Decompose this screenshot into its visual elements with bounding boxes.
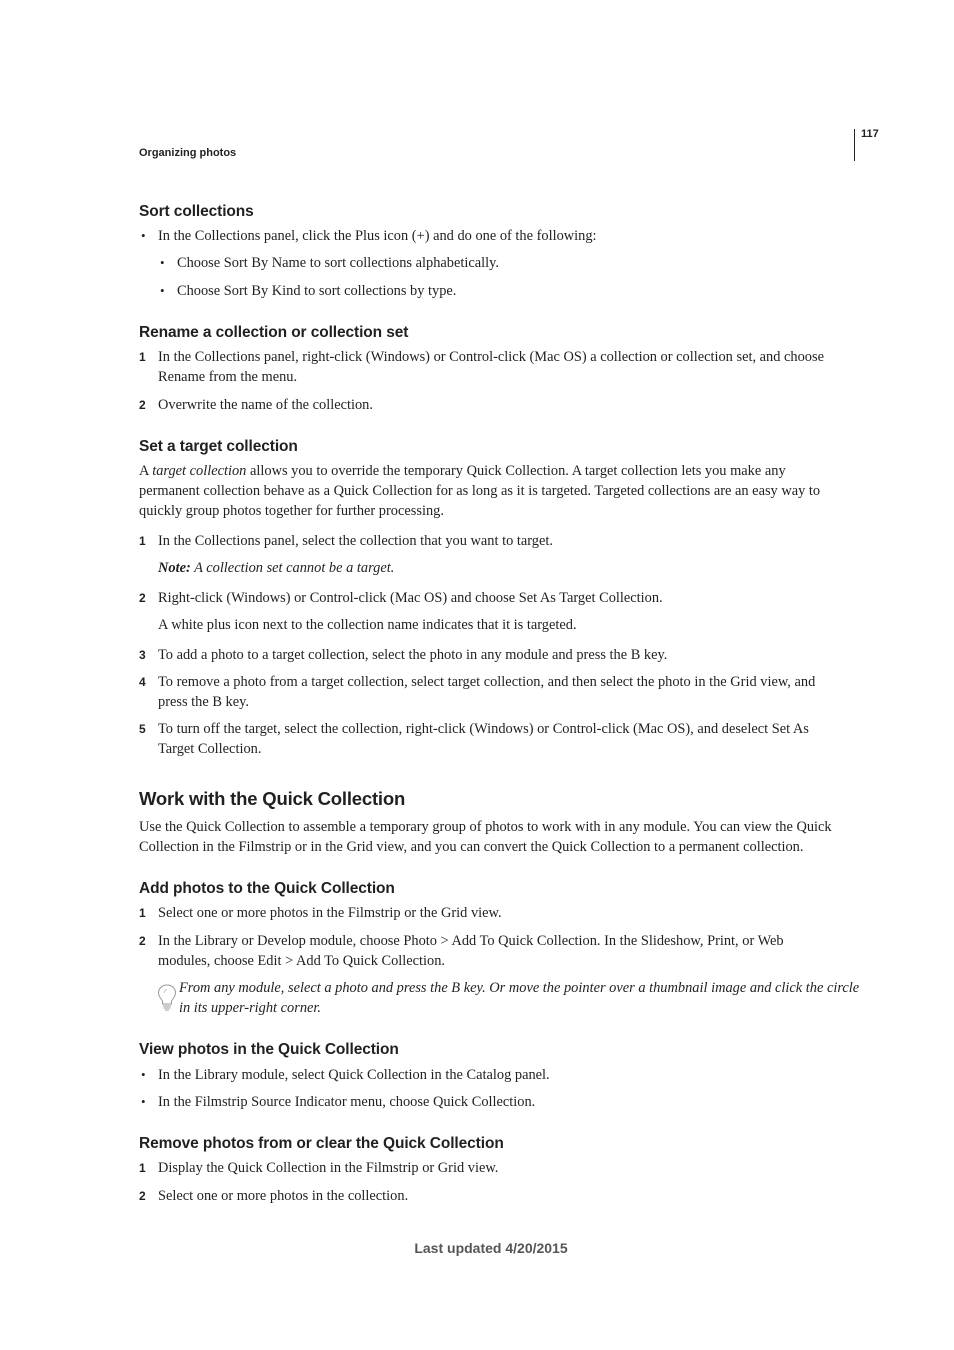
add-step-1: Select one or more photos in the Filmstrip or the Grid view. xyxy=(158,905,502,921)
remove-step-2: Select one or more photos in the collection. xyxy=(158,1188,409,1204)
tip-line-1: From any module, select a photo and press the B key. Or move the pointer over a thumbnail image and click the circle xyxy=(179,980,860,996)
running-header: Organizing photos xyxy=(139,147,237,159)
sort-bullet-text: In the Collections panel, click the Plus icon (+) and do one of the following: xyxy=(158,228,597,244)
bullet-marker: • xyxy=(141,1067,146,1082)
page-number: 117 xyxy=(861,128,879,140)
remove-step-1: Display the Quick Collection in the Filmstrip or Grid view. xyxy=(158,1160,499,1176)
header-rule xyxy=(854,129,855,161)
heading-target-collection: Set a target collection xyxy=(139,438,298,455)
step-number: 2 xyxy=(139,591,146,605)
heading-sort-collections: Sort collections xyxy=(139,203,254,220)
target-step-4-line-2: press the B key. xyxy=(158,694,249,710)
rename-step-1-line-1: In the Collections panel, right-click (Windows) or Control-click (Mac OS) a collection or collection set, and choose xyxy=(158,349,824,365)
target-step-4-line-1: To remove a photo from a target collection, select target collection, and then select the photo in the Grid view, and xyxy=(158,674,816,690)
step-number: 5 xyxy=(139,722,146,736)
quick-intro-line-2: Collection in the Filmstrip or in the Grid view, and you can convert the Quick Collection to a permanent collection. xyxy=(139,839,804,855)
quick-intro-line-1: Use the Quick Collection to assemble a temporary group of photos to work with in any module. You can view the Quick xyxy=(139,819,832,835)
target-intro-line-3: quickly group photos together for further processing. xyxy=(139,503,444,519)
target-step-1: In the Collections panel, select the collection that you want to target. xyxy=(158,533,553,549)
sort-sub-bullet: Choose Sort By Kind to sort collections by type. xyxy=(177,283,457,299)
note: Note: A collection set cannot be a target. xyxy=(158,560,395,576)
rename-step-2: Overwrite the name of the collection. xyxy=(158,397,373,413)
step-number: 2 xyxy=(139,934,146,948)
sub-bullet-marker: • xyxy=(160,255,165,270)
step-number: 2 xyxy=(139,398,146,412)
step-number: 1 xyxy=(139,1161,146,1175)
view-bullet-1: In the Library module, select Quick Collection in the Catalog panel. xyxy=(158,1067,550,1083)
target-step-3: To add a photo to a target collection, select the photo in any module and press the B key. xyxy=(158,647,668,663)
sort-sub-bullet: Choose Sort By Name to sort collections alphabetically. xyxy=(177,255,499,271)
heading-view-photos: View photos in the Quick Collection xyxy=(139,1041,399,1058)
note-label: Note: xyxy=(158,560,191,576)
bullet-marker: • xyxy=(141,228,146,243)
step-number: 2 xyxy=(139,1189,146,1203)
add-step-2-line-1: In the Library or Develop module, choose Photo > Add To Quick Collection. In the Slideshow, Print, or Web xyxy=(158,933,784,949)
heading-rename-collection: Rename a collection or collection set xyxy=(139,324,409,341)
step-number: 4 xyxy=(139,675,146,689)
step-number: 3 xyxy=(139,648,146,662)
heading-remove-photos: Remove photos from or clear the Quick Collection xyxy=(139,1135,504,1152)
target-step-5-line-2: Target Collection. xyxy=(158,741,262,757)
add-step-2-line-2: modules, choose Edit > Add To Quick Collection. xyxy=(158,953,446,969)
lightbulb-icon xyxy=(157,983,177,1013)
view-bullet-2: In the Filmstrip Source Indicator menu, choose Quick Collection. xyxy=(158,1094,536,1110)
target-step-5-line-1: To turn off the target, select the collection, right-click (Windows) or Control-click (Mac OS), and deselect Set As xyxy=(158,721,809,737)
step-number: 1 xyxy=(139,906,146,920)
target-step-2-detail: A white plus icon next to the collection name indicates that it is targeted. xyxy=(158,617,577,633)
footer-last-updated: Last updated 4/20/2015 xyxy=(414,1240,568,1256)
target-intro-line-1: A target collection allows you to override the temporary Quick Collection. A target collection lets you make any xyxy=(139,463,786,479)
rename-step-1-line-2: Rename from the menu. xyxy=(158,369,298,385)
sub-bullet-marker: • xyxy=(160,283,165,298)
bullet-marker: • xyxy=(141,1094,146,1109)
heading-add-photos: Add photos to the Quick Collection xyxy=(139,880,395,897)
step-number: 1 xyxy=(139,350,146,364)
term-target-collection: target collection xyxy=(152,463,247,479)
target-step-2: Right-click (Windows) or Control-click (Mac OS) and choose Set As Target Collection. xyxy=(158,590,663,606)
target-intro-line-2: permanent collection behave as a Quick Collection for as long as it is targeted. Targeted collections are an easy way to xyxy=(139,483,821,499)
tip-line-2: in its upper-right corner. xyxy=(179,1000,322,1016)
step-number: 1 xyxy=(139,534,146,548)
heading-quick-collection: Work with the Quick Collection xyxy=(139,788,406,809)
